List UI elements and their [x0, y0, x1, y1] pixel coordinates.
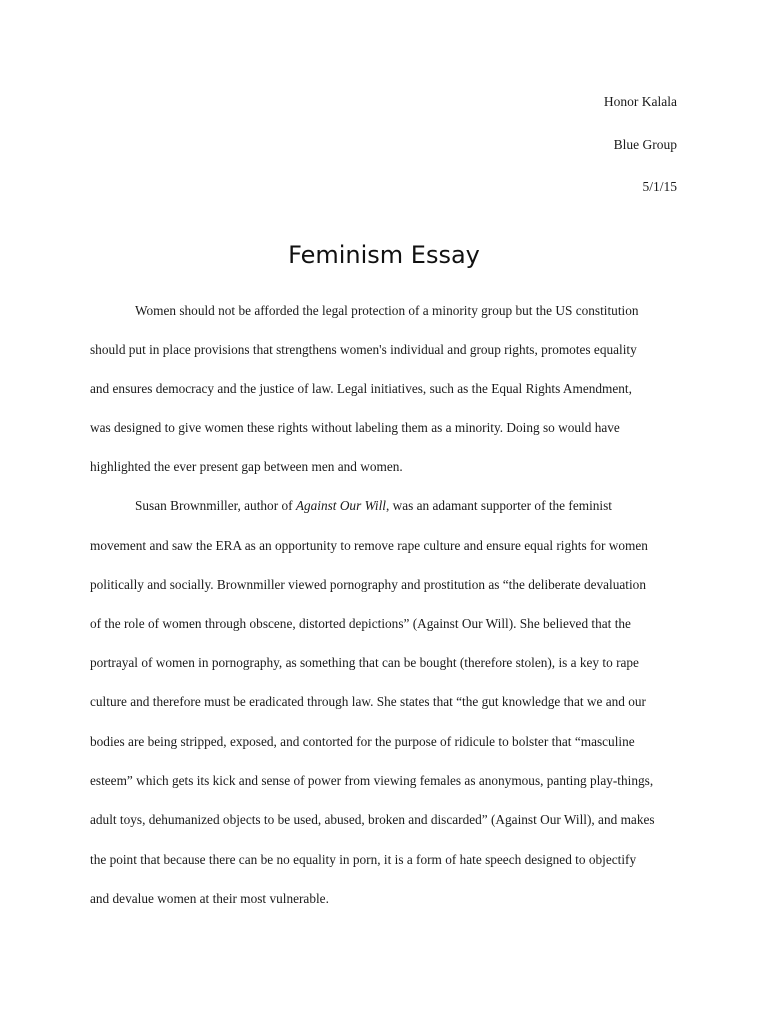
group-name: Blue Group: [613, 137, 677, 152]
paragraph-line: esteem” which gets its kick and sense of power from viewing females as anonymous, panting play-things,: [90, 773, 654, 788]
paragraph-line: and devalue women at their most vulnerable.: [90, 891, 329, 906]
author-name: Honor Kalala: [603, 94, 677, 109]
paragraph-line: movement and saw the ERA as an opportunity to remove rape culture and ensure equal rights for women: [90, 538, 648, 553]
paragraph-line: portrayal of women in pornography, as something that can be bought (therefore stolen), is a key to rape: [90, 655, 639, 670]
paragraph-line: was designed to give women these rights without labeling them as a minority. Doing so would have: [90, 420, 620, 435]
paragraph-line: highlighted the ever present gap between men and women.: [90, 459, 403, 474]
paragraph-line: and ensures democracy and the justice of law. Legal initiatives, such as the Equal Rights Amendment,: [90, 381, 632, 396]
paragraph-line: Women should not be afforded the legal protection of a minority group but the US constitution: [135, 303, 639, 318]
paragraph-line: culture and therefore must be eradicated through law. She states that “the gut knowledge that we and our: [90, 694, 646, 709]
paragraph-line: politically and socially. Brownmiller viewed pornography and prostitution as “the deliberate devaluation: [90, 577, 646, 592]
text-span: Susan Brownmiller, author of: [135, 498, 296, 513]
date: 5/1/15: [642, 179, 677, 194]
book-title: Against Our Will: [295, 498, 386, 513]
essay-title: Feminism Essay: [288, 241, 480, 269]
paragraph-line: of the role of women through obscene, distorted depictions” (Against Our Will). She believed that the: [90, 616, 631, 631]
paragraph-line: adult toys, dehumanized objects to be used, abused, broken and discarded” (Against Our Will), and makes: [90, 812, 655, 827]
paragraph-line: bodies are being stripped, exposed, and contorted for the purpose of ridicule to bolster that “masculine: [90, 734, 635, 749]
paragraph-line: should put in place provisions that strengthens women's individual and group rights, promotes equality: [90, 342, 637, 357]
paragraph-line: [135, 498, 612, 514]
paragraph-line: the point that because there can be no equality in porn, it is a form of hate speech designed to objectify: [90, 852, 637, 867]
text-span: , was an adamant supporter of the feminist: [386, 498, 612, 513]
